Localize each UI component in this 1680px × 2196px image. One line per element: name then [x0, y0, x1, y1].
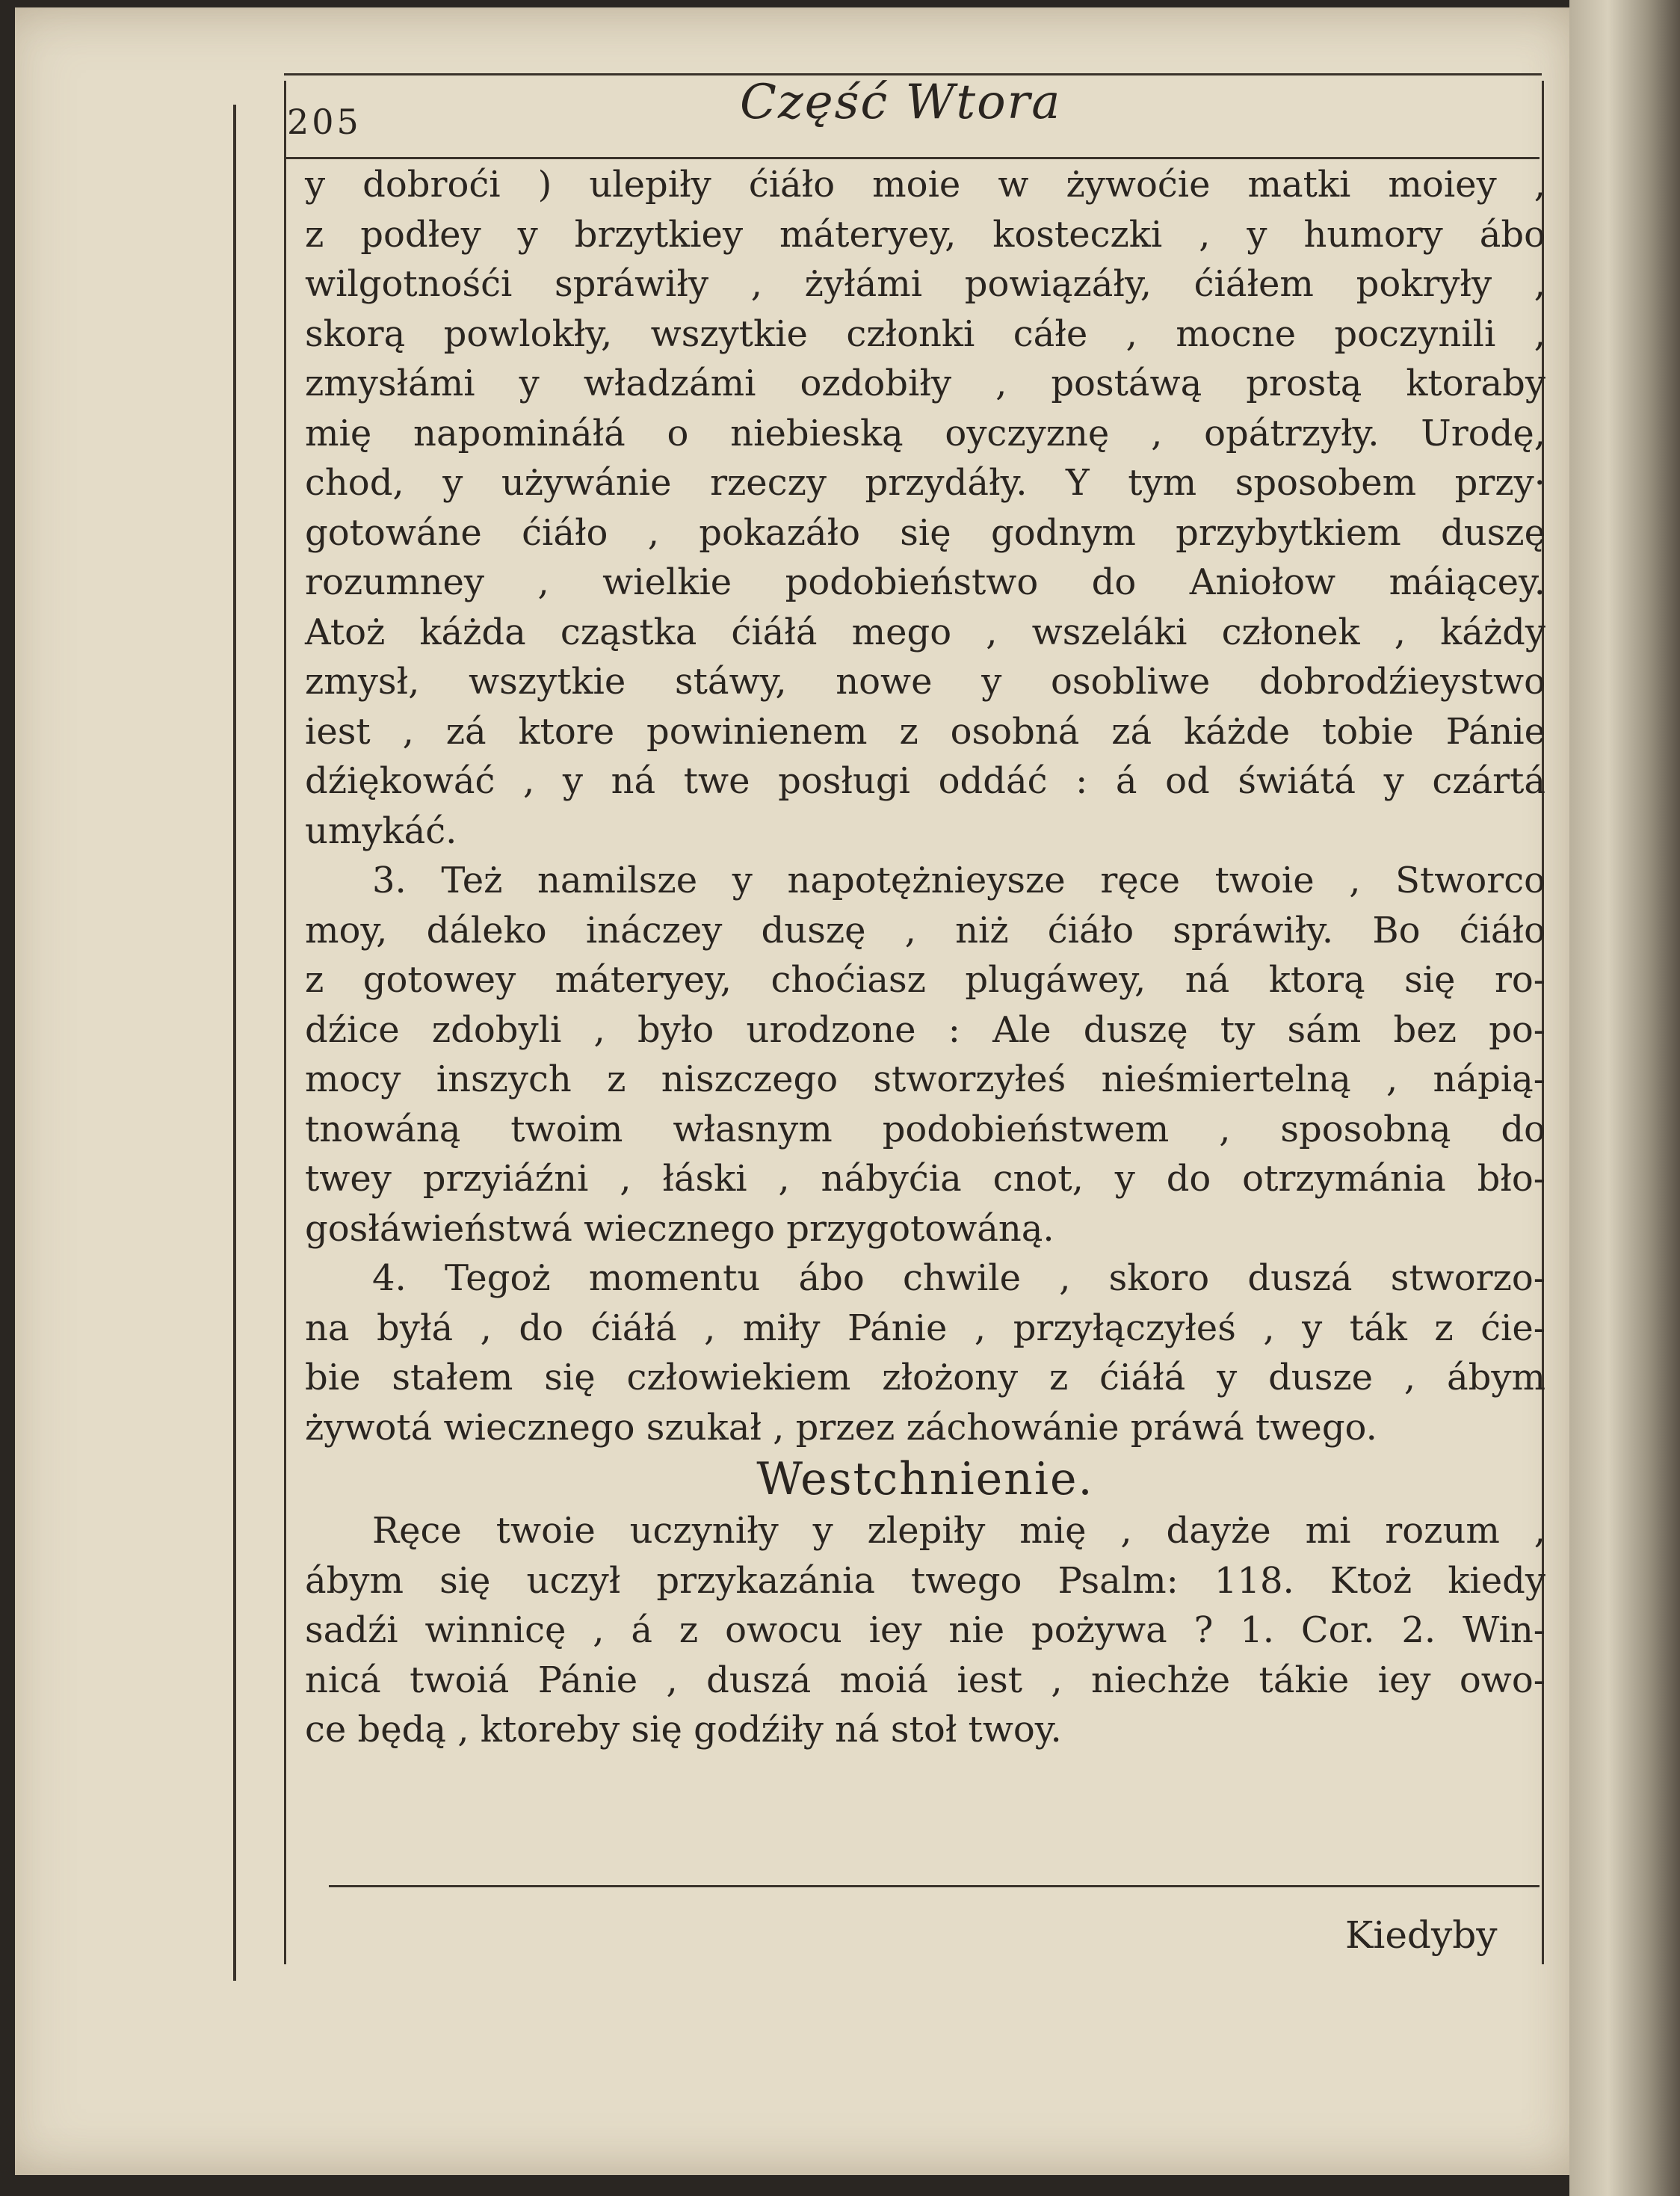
- bottom-rule: [329, 1885, 1540, 1887]
- text-line: moy, dáleko ináczey duszę , niż ćiáło spráwiły. Bo ćiáło: [305, 909, 1545, 952]
- text-line: mocy inszych z niszczego stworzyłeś nieśmiertelną , nápią-: [305, 1058, 1545, 1100]
- text-line: dźice zdobyli , było urodzone : Ale duszę ty sám bez po-: [305, 1008, 1545, 1051]
- text-line: umykáć.: [305, 809, 457, 852]
- catchword: Kiedyby: [1345, 1913, 1498, 1957]
- text-line: Atoż káżda cząstka ćiáłá mego , wszeláki członek , káżdy: [305, 611, 1545, 653]
- text-line: zmysł, wszytkie stáwy, nowe y osobliwe dobrodźieystwo: [305, 661, 1545, 703]
- text-line: skorą powlokły, wszytkie członki cáłe , mocne poczynili ,: [305, 312, 1545, 355]
- text-line: y dobroći ) ulepiły ćiáło moie w żywoćie matki moiey ,: [305, 164, 1545, 206]
- text-line: ce będą , ktoreby się godźiły ná stoł twoy.: [305, 1709, 1062, 1751]
- running-head: Część Wtora: [740, 75, 1062, 130]
- header-rule: [285, 157, 1540, 159]
- text-line: mię napomináłá o niebieską oyczyznę , opátrzyły. Urodę,: [305, 412, 1545, 454]
- text-line: żywotá wiecznego szukał , przez záchowánie práwá twego.: [305, 1406, 1377, 1449]
- text-line: nicá twoiá Pánie , duszá moiá iest , niechże tákie iey owo-: [305, 1659, 1545, 1701]
- page-number: 205: [287, 102, 362, 142]
- text-line: z gotowey máteryey, choćiasz plugáwey, ná ktorą się ro-: [305, 959, 1545, 1001]
- text-line: iest , zá ktore powinienem z osobná zá káżde tobie Pánie: [305, 710, 1545, 753]
- closing-paragraph-start: Ręce twoie uczyniły y zlepiły mię , dayże mi rozum ,: [372, 1510, 1545, 1552]
- text-line: na byłá , do ćiáłá , miły Pánie , przyłączyłeś , y ták z ćie-: [305, 1307, 1545, 1349]
- text-line: twey przyiáźni , łáski , nábyćia cnot, y do otrzymánia bło-: [305, 1158, 1545, 1200]
- text-line: bie stałem się człowiekiem złożony z ćiáłá y dusze , ábym: [305, 1357, 1545, 1398]
- paragraph-4-start: 4. Tegoż momentu ábo chwile , skoro duszá stworzo-: [372, 1257, 1545, 1299]
- text-line: wilgotnośći spráwiły , żyłámi powiązáły, ćiáłem pokryły ,: [305, 263, 1545, 305]
- margin-rule-left: [233, 105, 236, 1981]
- text-line: sadźi winnicę , á z owocu iey nie pożywa ? 1. Cor. 2. Win-: [305, 1609, 1545, 1651]
- text-line: ábym się uczył przykazánia twego Psalm: 118. Ktoż kiedy: [305, 1559, 1545, 1602]
- text-line: gosłáwieństwá wiecznego przygotowáną.: [305, 1207, 1054, 1250]
- text-line: chod, y używánie rzeczy przydáły. Y tym sposobem przy·: [305, 462, 1545, 504]
- text-line: zmysłámi y władzámi ozdobiły , postáwą prostą ktoraby: [305, 363, 1545, 404]
- paragraph-3-start: 3. Też namilsze y napotężnieysze ręce twoie , Stworco: [372, 860, 1545, 901]
- text-line: dźiękowáć , y ná twe posługi oddáć : á od świátá y czártá: [305, 760, 1545, 802]
- page-body: [305, 160, 1545, 1755]
- section-heading: Westchnienie.: [756, 1453, 1094, 1505]
- text-line: tnowáną twoim własnym podobieństwem , sposobną do: [305, 1108, 1545, 1150]
- text-line: rozumney , wielkie podobieństwo do Aniołow máiącey.: [305, 561, 1545, 603]
- book-spine-edge: [1569, 0, 1680, 2196]
- text-line: z podłey y brzytkiey máteryey, kosteczki , y humory ábo: [305, 213, 1545, 256]
- text-line: gotowáne ćiáło , pokazáło się godnym przybytkiem duszę: [305, 511, 1545, 554]
